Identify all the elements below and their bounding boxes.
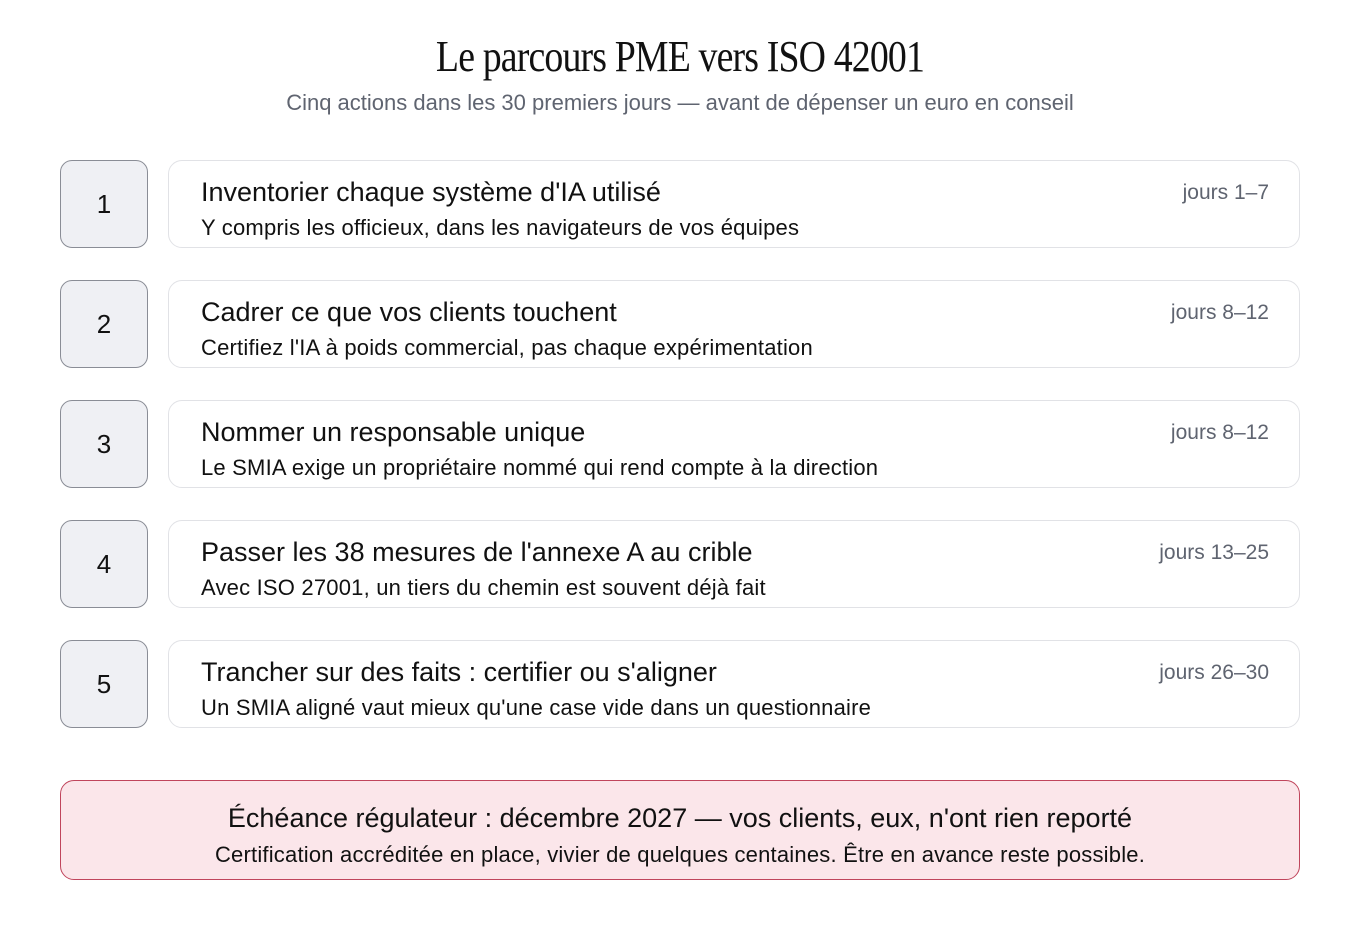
- step-title: Cadrer ce que vos clients touchent: [201, 297, 617, 327]
- step-number-badge: 3: [60, 400, 148, 488]
- step-card: [168, 160, 1300, 248]
- step-number-badge: 2: [60, 280, 148, 368]
- step-description: Y compris les officieux, dans les navigateurs de vos équipes: [201, 215, 800, 240]
- step-days: jours 1–7: [1182, 181, 1269, 204]
- step-description: Le SMIA exige un propriétaire nommé qui rend compte à la direction: [201, 455, 879, 480]
- step-days: jours 8–12: [1170, 301, 1269, 324]
- step-card: [168, 520, 1300, 608]
- step-description: Certifiez l'IA à poids commercial, pas chaque expérimentation: [201, 335, 813, 360]
- deadline-title: Échéance régulateur : décembre 2027 — vos clients, eux, n'ont rien reporté: [227, 803, 1133, 833]
- step-card: [168, 640, 1300, 728]
- step-card: [168, 280, 1300, 368]
- step-title: Passer les 38 mesures de l'annexe A au crible: [201, 537, 753, 567]
- deadline-description: Certification accréditée en place, vivier de quelques centaines. Être en avance reste possible.: [214, 842, 1146, 867]
- step-number-badge: 5: [60, 640, 148, 728]
- step-item: [60, 160, 1300, 248]
- step-description: Un SMIA aligné vaut mieux qu'une case vide dans un questionnaire: [201, 695, 872, 720]
- step-item: [60, 640, 1300, 728]
- step-item: [60, 400, 1300, 488]
- steps-list: [60, 160, 1300, 760]
- step-item: [60, 520, 1300, 608]
- deadline-callout: [60, 780, 1300, 880]
- page-title: Le parcours PME vers ISO 42001: [435, 32, 925, 81]
- page-subtitle: Cinq actions dans les 30 premiers jours — avant de dépenser un euro en conseil: [286, 90, 1074, 115]
- step-card: [168, 400, 1300, 488]
- step-days: jours 26–30: [1159, 661, 1269, 684]
- step-number-badge: 1: [60, 160, 148, 248]
- step-title: Trancher sur des faits : certifier ou s'aligner: [201, 657, 717, 687]
- step-days: jours 13–25: [1159, 541, 1269, 564]
- step-item: [60, 280, 1300, 368]
- step-title: Inventorier chaque système d'IA utilisé: [201, 177, 661, 207]
- step-number-badge: 4: [60, 520, 148, 608]
- step-title: Nommer un responsable unique: [201, 417, 586, 447]
- step-days: jours 8–12: [1170, 421, 1269, 444]
- step-description: Avec ISO 27001, un tiers du chemin est souvent déjà fait: [201, 575, 766, 600]
